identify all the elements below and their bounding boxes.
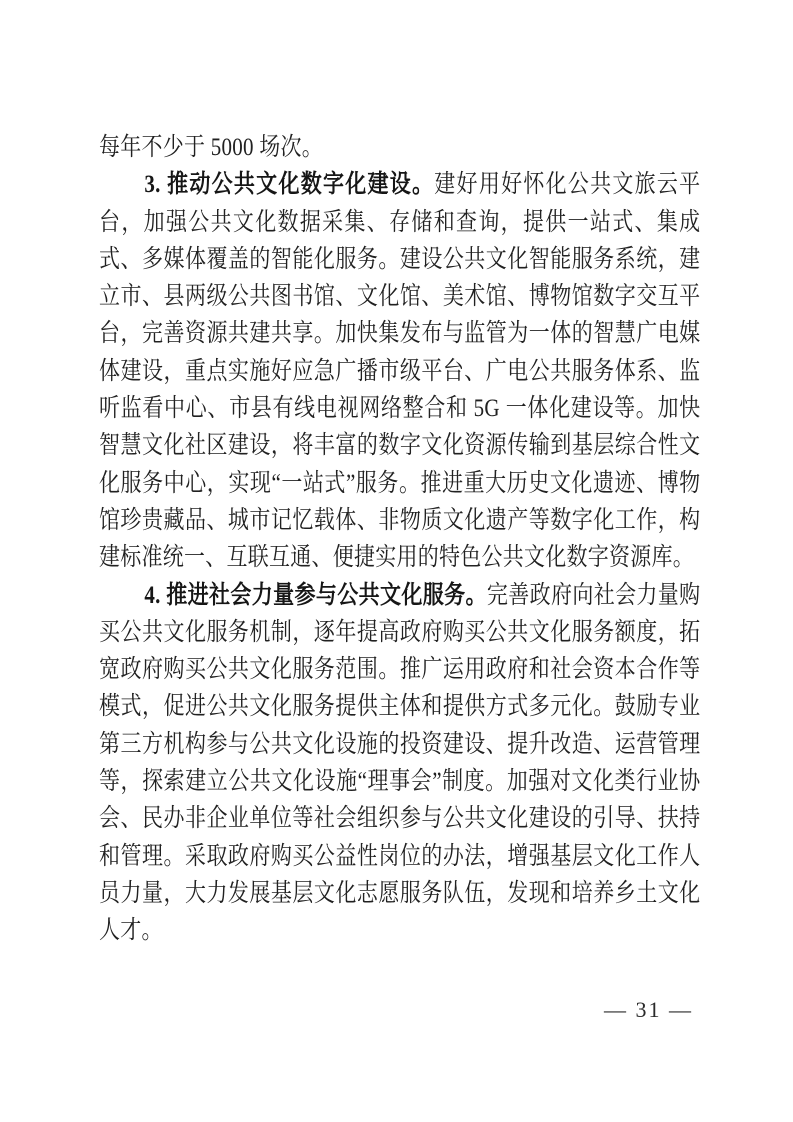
paragraph-text: 每年不少于 5000 场次。 <box>99 134 324 161</box>
paragraph-4-text: 完善政府向社会力量购买公共文化服务机制，逐年提高政府购买公共文化服务额度，拓宽政府购买公共文化服务范围。推广运用政府和社会资本合作等模式，促进公共文化服务提供主体和提供方式多元化。鼓励专业第三方机构参与公共文化设施的投资建设、提升改造、运营管理等，探索建立公共文化设施“理事会”制度。加强对文化类行业协会、民办非企业单位等社会组织参与公共文化建设的引导、扶持和管理。采取政府购买公益性岗位的办法，增强基层文化工作人员力量，大力发展基层文化志愿服务队伍，发现和培养乡土文化人才。 <box>99 581 701 945</box>
document-body <box>99 129 700 950</box>
paragraph-3-text: 建好用好怀化公共文旅云平台，加强公共文化数据采集、存储和查询，提供一站式、集成式、多媒体覆盖的智能化服务。建设公共文化智能服务系统，建立市、县两级公共图书馆、文化馆、美术馆、博物馆数字交互平台，完善资源共建共享。加快集发布与监管为一体的智慧广电媒体建设，重点实施好应急广播市级平台、广电公共服务体系、监听监看中心、市县有线电视网络整合和 5G 一体化建设等。加快智慧文化社区建设，将丰富的数字文化资源传输到基层综合性文化服务中心，实现“一站式”服务。推进重大历史文化遗迹、博物馆珍贵藏品、城市记忆载体、非物质文化遗产等数字化工作，构建标准统一、互联互通、便捷实用的特色公共文化数字资源库。 <box>99 171 701 572</box>
paragraph-4-heading: 4. 推进社会力量参与公共文化服务。 <box>144 581 487 609</box>
paragraph-continuation <box>99 129 700 166</box>
page-number: — 31 — <box>604 997 693 1022</box>
paragraph-3-heading: 3. 推动公共文化数字化建设。 <box>144 171 435 199</box>
paragraph-item-4 <box>99 577 700 950</box>
paragraph-item-3 <box>99 166 700 576</box>
